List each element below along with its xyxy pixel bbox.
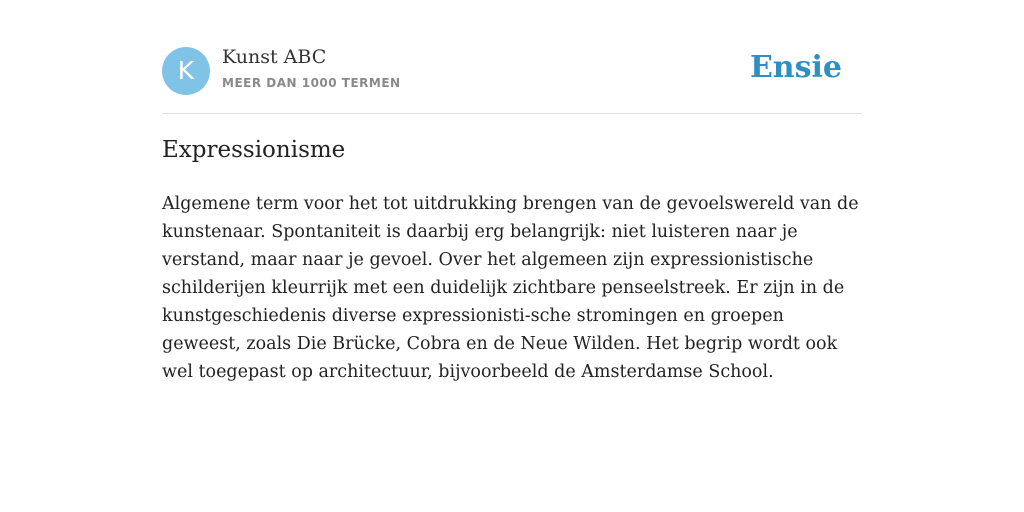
term-definition: Algemene term voor het tot uitdrukking brengen van de gevoelswereld van de kunstenaar. Spontaniteit is daarbij erg belangrijk: niet luisteren naar je verstand, maar naar je gevoel. Over het algemeen zijn expressionistische schilderijen kleurrijk met een duidelijk zichtbare penseelstreek. Er zijn in de kunstgeschiedenis diverse expressionisti-sche stromingen en groepen geweest, zoals Die Brücke, Cobra en de Neue Wilden. Het begrip wordt ook wel toegepast op architectuur, bijvoorbeeld de Amsterdamse School. (162, 194, 859, 382)
source-avatar[interactable]: K (162, 47, 210, 95)
source-name-link[interactable]: Kunst ABC (222, 46, 327, 68)
source-subtitle: MEER DAN 1000 TERMEN (222, 76, 401, 90)
term-title: Expressionisme (162, 137, 346, 163)
source-header (162, 0, 862, 114)
ensie-logo[interactable]: Ensie (749, 50, 842, 85)
